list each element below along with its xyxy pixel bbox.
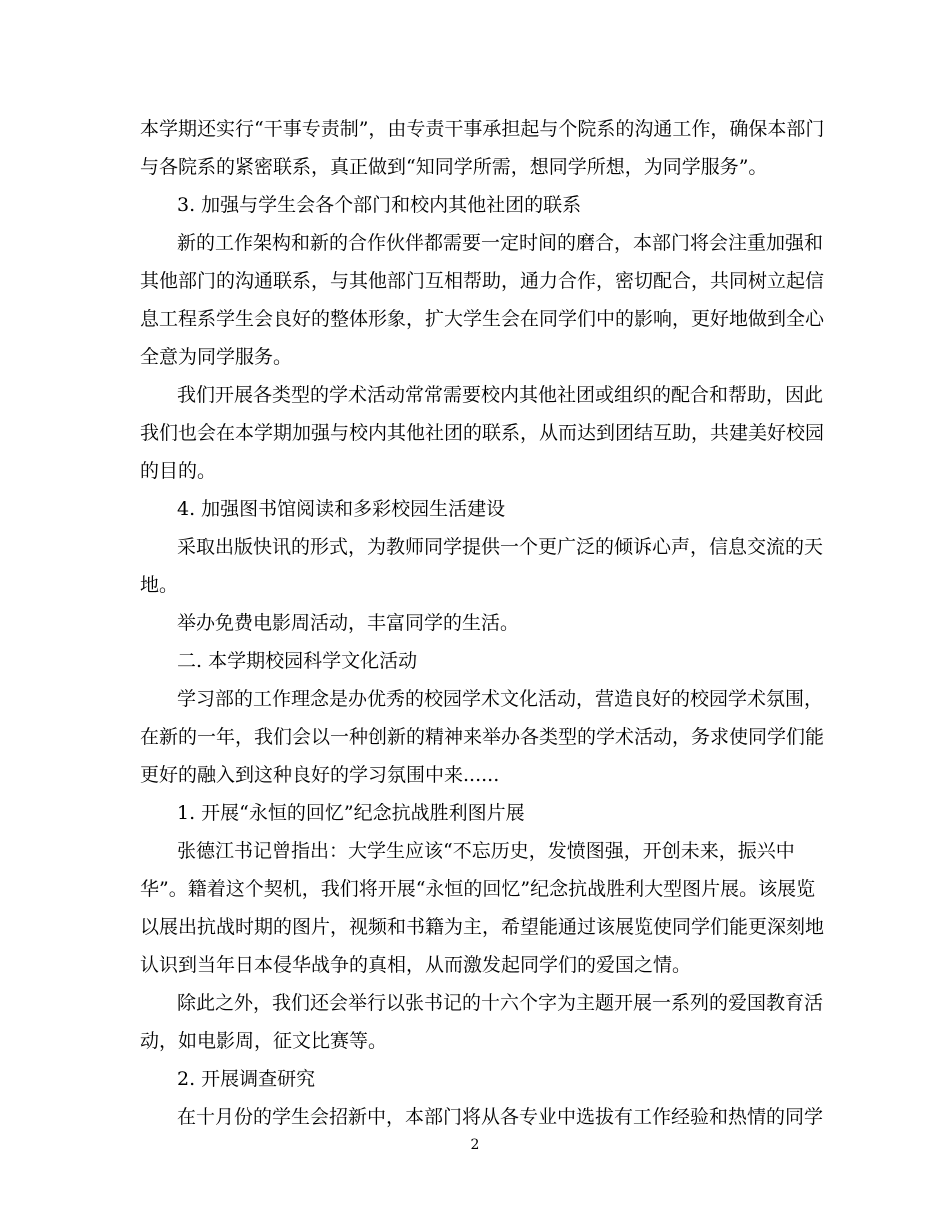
paragraph-line: 的目的。 — [140, 460, 217, 482]
paragraph-line: 其他部门的沟通联系，与其他部门互相帮助，通力合作，密切配合，共同树立起信 — [140, 270, 825, 292]
paragraph-line: 动，如电影周，征文比赛等。 — [140, 1030, 388, 1052]
paragraph-line: 我们开展各类型的学术活动常常需要校内其他社团或组织的配合和帮助，因此 — [177, 384, 824, 406]
paragraph-line: 华”。籍着这个契机，我们将开展“永恒的回忆”纪念抗战胜利大型图片展。该展览 — [140, 878, 816, 900]
paragraph-line: 我们也会在本学期加强与校内其他社团的联系，从而达到团结互助，共建美好校园 — [140, 422, 825, 444]
paragraph-line: 息工程系学生会良好的整体形象，扩大学生会在同学们中的影响，更好地做到全心 — [140, 308, 825, 330]
paragraph-line: 更好的融入到这种良好的学习氛围中来...... — [140, 764, 500, 786]
section-heading: 1. 开展“永恒的回忆”纪念抗战胜利图片展 — [177, 802, 525, 824]
paragraph-line: 新的工作架构和新的合作伙伴都需要一定时间的磨合，本部门将会注重加强和 — [177, 232, 824, 254]
paragraph-line: 本学期还实行“干事专责制”，由专责干事承担起与个院系的沟通工作，确保本部门 — [140, 118, 825, 140]
paragraph-line: 在十月份的学生会招新中，本部门将从各专业中选拔有工作经验和热情的同学 — [177, 1106, 824, 1128]
section-heading: 3. 加强与学生会各个部门和校内其他社团的联系 — [177, 194, 582, 216]
section-heading: 二. 本学期校园科学文化活动 — [177, 650, 418, 672]
paragraph-line: 采取出版快讯的形式，为教师同学提供一个更广泛的倾诉心声，信息交流的天 — [177, 536, 824, 558]
paragraph-line: 以展出抗战时期的图片，视频和书籍为主，希望能通过该展览使同学们能更深刻地 — [140, 916, 825, 938]
paragraph-line: 举办免费电影周活动，丰富同学的生活。 — [177, 612, 520, 634]
paragraph-line: 认识到当年日本侵华战争的真相，从而激发起同学们的爱国之情。 — [140, 954, 692, 976]
paragraph-line: 全意为同学服务。 — [140, 346, 293, 368]
page-number: 2 — [470, 1137, 480, 1153]
section-heading: 4. 加强图书馆阅读和多彩校园生活建设 — [177, 498, 506, 520]
paragraph-line: 除此之外，我们还会举行以张书记的十六个字为主题开展一系列的爱国教育活 — [177, 992, 824, 1014]
paragraph-line: 与各院系的紧密联系，真正做到“知同学所需，想同学所想，为同学服务”。 — [140, 156, 768, 178]
paragraph-line: 在新的一年，我们会以一种创新的精神来举办各类型的学术活动，务求使同学们能 — [140, 726, 825, 748]
paragraph-line: 地。 — [140, 574, 179, 596]
section-heading: 2. 开展调查研究 — [177, 1068, 316, 1090]
paragraph-line: 张德江书记曾指出：大学生应该“不忘历史，发愤图强，开创未来，振兴中 — [177, 840, 795, 862]
paragraph-line: 学习部的工作理念是办优秀的校园学术文化活动，营造良好的校园学术氛围， — [177, 688, 824, 710]
